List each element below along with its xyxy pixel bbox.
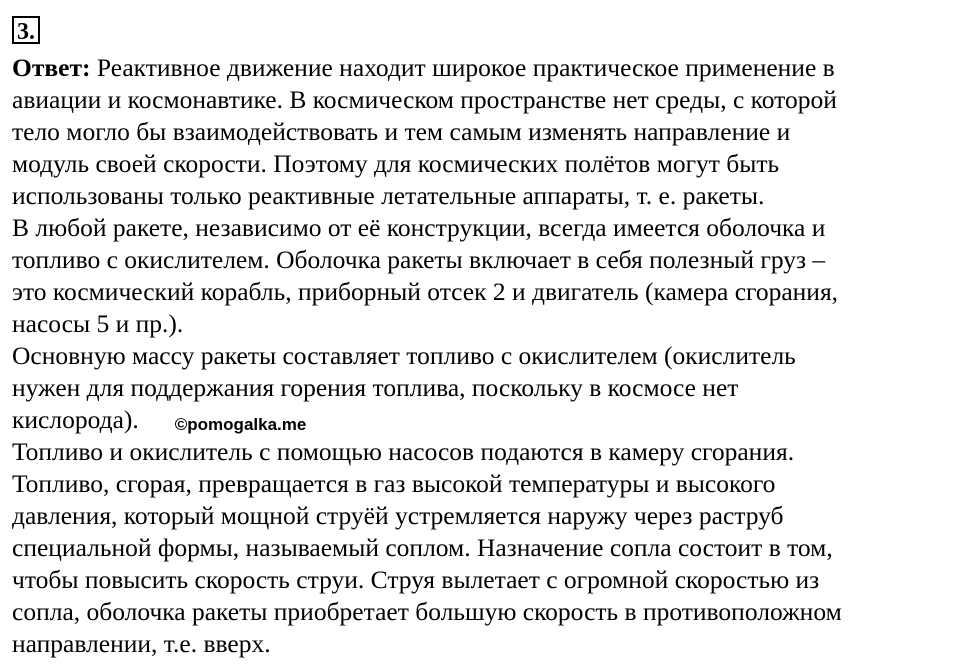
text-line: это космический корабль, приборный отсек 2 и двигатель (камера сгорания, <box>12 277 839 306</box>
text-line: Топливо и окислитель с помощью насосов подаются в камеру сгорания. <box>12 437 795 466</box>
text-line: насосы 5 и пр.). <box>12 309 184 338</box>
text-line: авиации и космонавтике. В космическом пространстве нет среды, с которой <box>12 85 837 114</box>
answer-label: Ответ: <box>12 53 91 82</box>
text-line: модуль своей скорости. Поэтому для космических полётов могут быть <box>12 149 780 178</box>
text-line: топливо с окислителем. Оболочка ракеты включает в себя полезный груз – <box>12 245 826 274</box>
text-line: направлении, т.е. вверх. <box>12 629 271 658</box>
text-line: Топливо, сгорая, превращается в газ высокой температуры и высокого <box>12 469 776 498</box>
text-line <box>12 404 952 436</box>
text-line: тело могло бы взаимодействовать и тем самым изменять направление и <box>12 117 791 146</box>
text-line: Основную массу ракеты составляет топливо с окислителем (окислитель <box>12 341 796 370</box>
text-line: сопла, оболочка ракеты приобретает большую скорость в противоположном <box>12 597 842 626</box>
text-line-content: кислорода). <box>12 405 139 434</box>
answer-text <box>12 52 952 660</box>
watermark: ©pomogalka.me <box>174 415 307 434</box>
text-line: чтобы повысить скорость струи. Струя вылетает с огромной скоростью из <box>12 565 820 594</box>
text-line: нужен для поддержания горения топлива, поскольку в космосе нет <box>12 373 739 402</box>
text-line-content: Реактивное движение находит широкое практическое применение в <box>90 53 835 82</box>
text-line: использованы только реактивные летательные аппараты, т. е. ракеты. <box>12 181 765 210</box>
problem-number-box: 3. <box>12 16 40 44</box>
text-line: специальной формы, называемый соплом. Назначение сопла состоит в том, <box>12 533 833 562</box>
text-line: В любой ракете, независимо от её конструкции, всегда имеется оболочка и <box>12 213 826 242</box>
text-line: давления, который мощной струёй устремляется наружу через раструб <box>12 501 784 530</box>
text-line <box>12 52 952 84</box>
